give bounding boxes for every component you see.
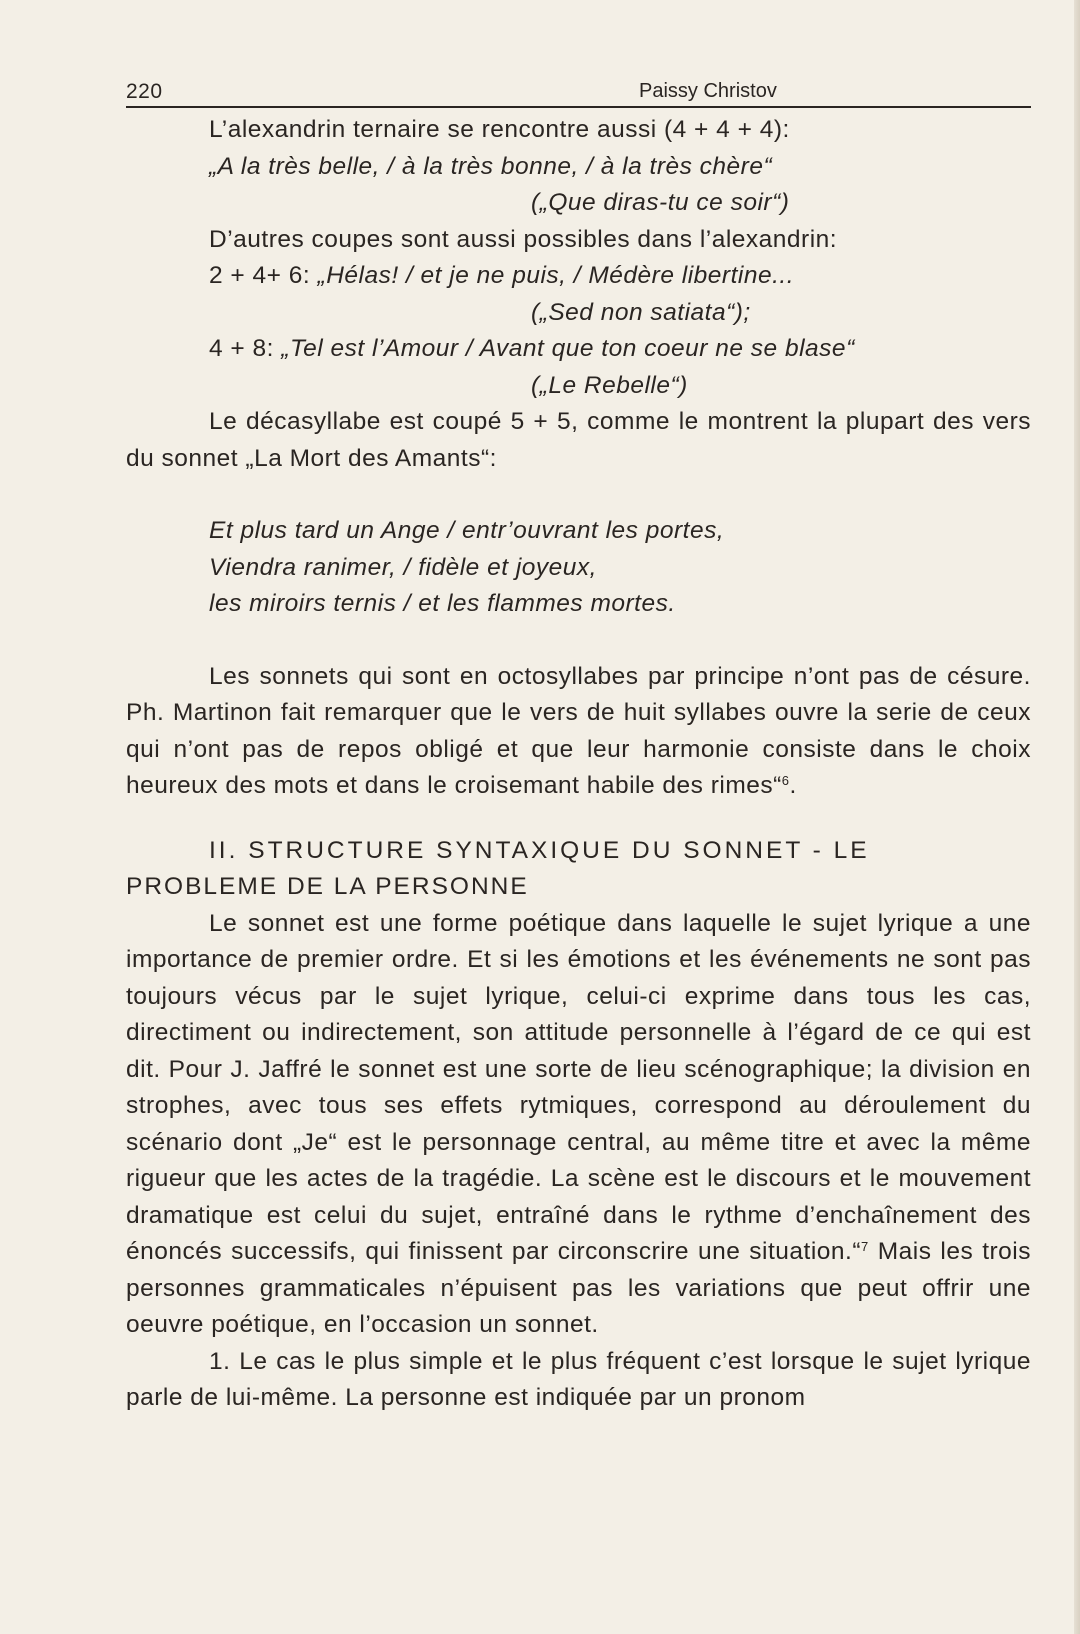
verse-quote: „A la très belle, / à la très bonne, / à la très chère“ <box>209 152 773 180</box>
paragraph-text: Mais les trois personnes grammaticales n’épuisent pas les variations que peut offrir une oeuvre poétique, en l’occasion un sonnet. <box>126 1238 1031 1338</box>
verse-line: Viendra ranimer, / fidèle et joyeux, <box>209 553 597 581</box>
section-title-line: PROBLEME DE LA PERSONNE <box>126 873 529 900</box>
page-number: 220 <box>126 80 163 103</box>
coupe-pattern: 4 + 8: <box>209 335 282 362</box>
paragraph-decasyllabe: Le décasyllabe est coupé 5 + 5, comme le montrent la plupart des vers du sonnet „La Mort des Amants“: <box>126 408 1031 472</box>
paragraph-text: Le sonnet est une forme poétique dans laquelle le sujet lyrique a une importance de premier ordre. Et si les émotions et les événements ne sont pas toujours vécus par le sujet lyrique, celui-ci exprime dans tous les cas, directiment ou indirectement, son attitude personnelle à l’égard de ce qui est dit. Pour J. Jaffré le sonnet est une sorte de lieu scénographique; la division en strophes, avec tous ses effets rytmiques, correspond au déroulement du scénario dont „Je“ est le personnage central, au même titre et avec la même rigueur que les actes de la tragédie. La scène est le discours et le mouvement dramatique est celui du sujet, entraîné dans le rythme d’enchaînement des énoncés successifs, qui finissent par circonscrire une situation.“ <box>126 909 1031 1265</box>
running-head-author: Paissy Christov <box>639 80 777 102</box>
paragraph-sonnet <box>126 906 1031 1344</box>
page-body <box>126 112 1031 1417</box>
paragraph-text: Les sonnets qui sont en octosyllabes par principe n’ont pas de césure. Ph. Martinon fait remarquer que le vers de huit syllabes ouvre la serie de ceux qui n’ont pas de repos obligé et que leur harmonie consiste dans le choix heureux des mots et dans le croisemant habile des rimes“ <box>126 662 1031 799</box>
verse-quote: „Hélas! / et je ne puis, / Médère libertine... <box>317 262 794 289</box>
spacer <box>126 623 1031 659</box>
verse-source: („Le Rebelle“) <box>531 371 688 399</box>
body-line: D’autres coupes sont aussi possibles dans l’alexandrin: <box>209 225 838 253</box>
running-header <box>126 80 1031 108</box>
verse-line: Et plus tard un Ange / entr’ouvrant les portes, <box>209 517 725 544</box>
paragraph-octosyllabes <box>126 659 1031 805</box>
section-title <box>126 833 1031 906</box>
verse-quote: „Tel est l’Amour / Avant que ton coeur ne se blase“ <box>281 335 855 362</box>
verse-example <box>126 331 1031 368</box>
verse-source: („Sed non satiata“); <box>531 298 751 326</box>
page-edge-shadow <box>1074 0 1080 1634</box>
verse-line: les miroirs ternis / et les flammes mortes. <box>209 590 676 617</box>
coupe-pattern: 2 + 4+ 6: <box>209 262 318 289</box>
spacer <box>126 805 1031 833</box>
verse-source: („Que diras-tu ce soir“) <box>531 189 790 216</box>
verse-example <box>126 258 1031 295</box>
spacer <box>126 477 1031 513</box>
section-title-line: II. STRUCTURE SYNTAXIQUE DU SONNET - LE <box>209 836 870 864</box>
paragraph-cas: 1. Le cas le plus simple et le plus fréquent c’est lorsque le sujet lyrique parle de lui-même. La personne est indiquée par un pronom <box>126 1347 1031 1411</box>
footnote-ref: 6 <box>781 773 790 788</box>
footnote-ref: 7 <box>861 1239 869 1254</box>
paragraph-text: . <box>789 772 797 799</box>
body-line: L’alexandrin ternaire se rencontre aussi (4 + 4 + 4): <box>209 116 790 143</box>
